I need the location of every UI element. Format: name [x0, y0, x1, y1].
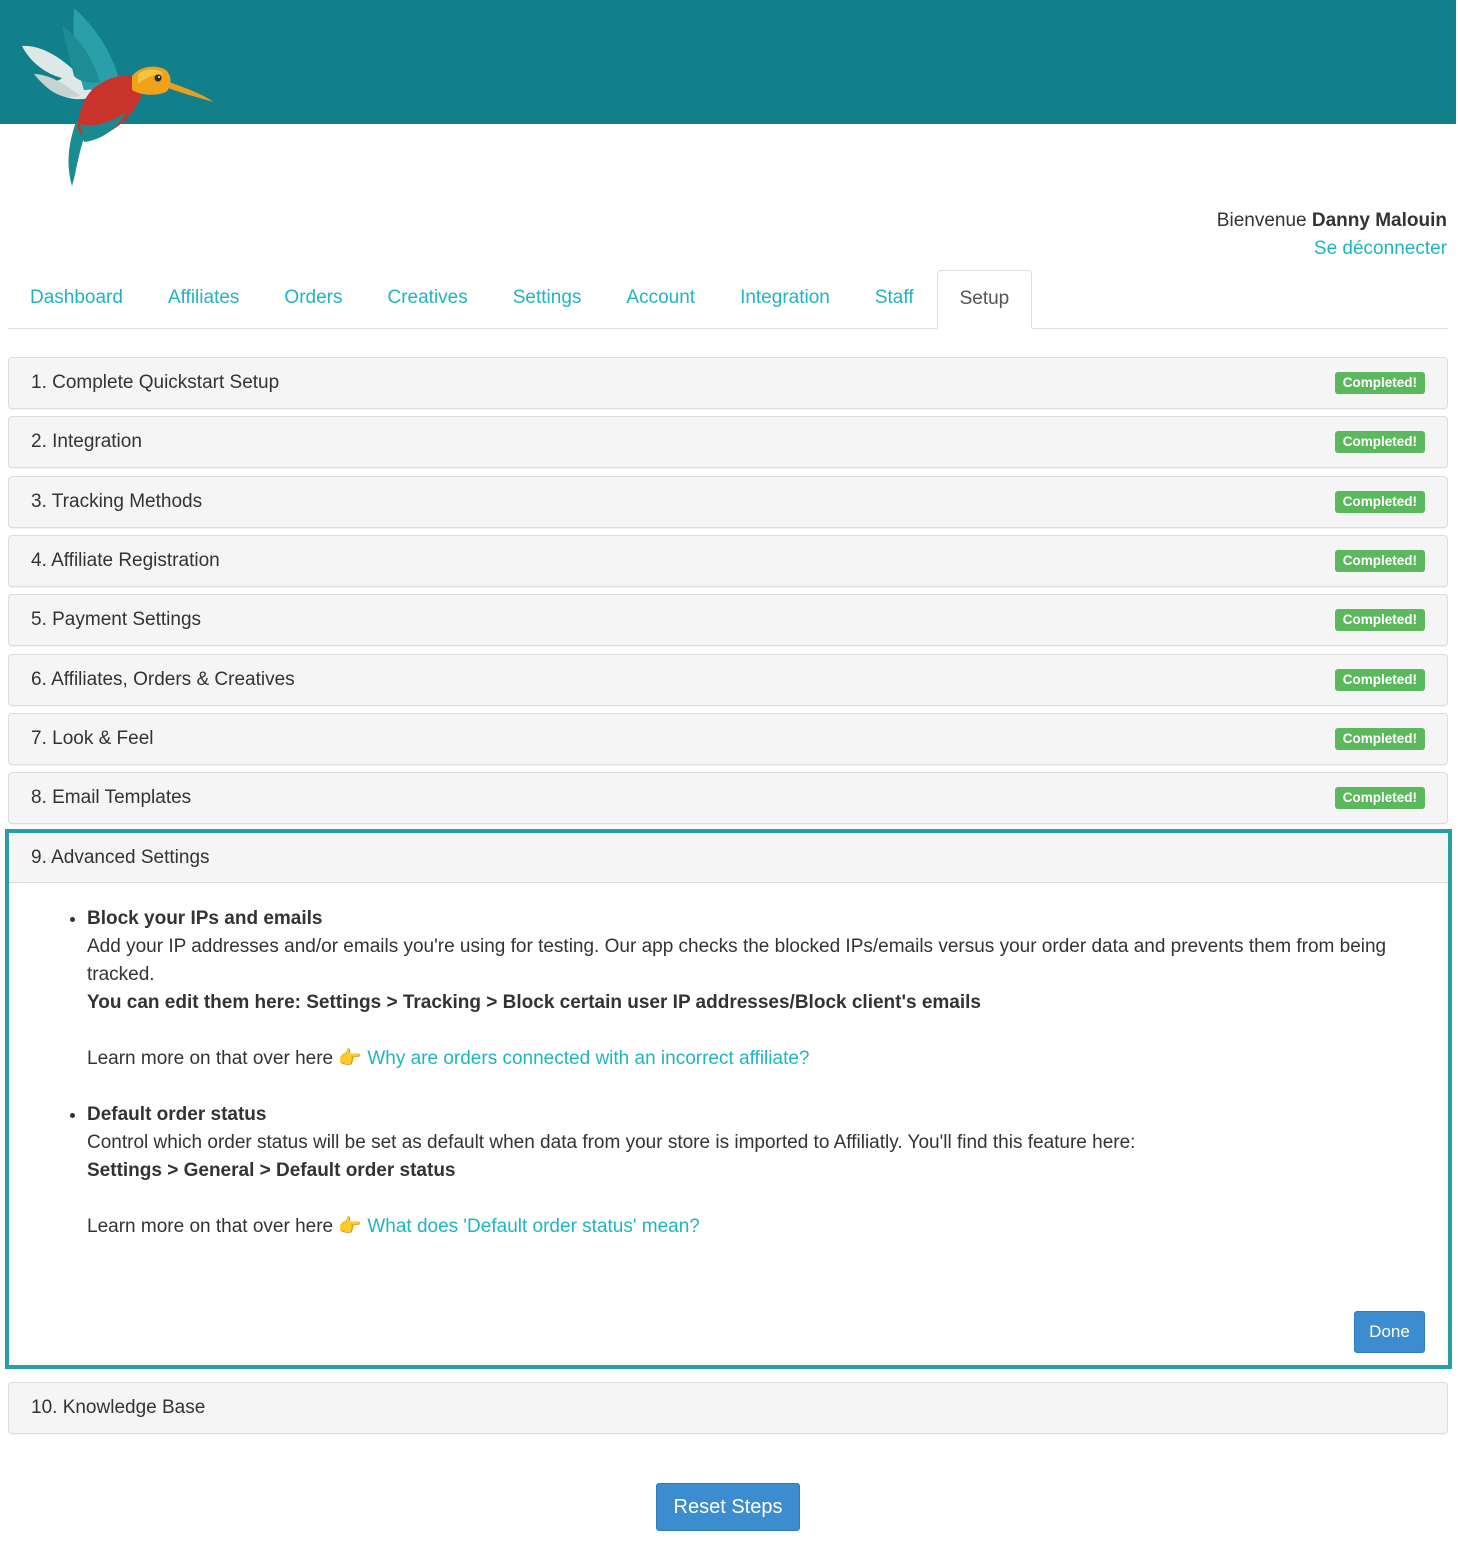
item-heading: Block your IPs and emails: [87, 908, 323, 929]
learn-more-text: Learn more on that over here: [87, 1216, 334, 1237]
advanced-settings-body: [9, 883, 1448, 1241]
step-title: 9. Advanced Settings: [31, 846, 210, 868]
completed-badge: Completed!: [1335, 787, 1425, 809]
tab-integration[interactable]: Integration: [740, 287, 830, 308]
step-title: 1. Complete Quickstart Setup: [31, 372, 280, 393]
completed-badge: Completed!: [1335, 550, 1425, 572]
step-title: 6. Affiliates, Orders & Creatives: [31, 669, 295, 690]
pointing-hand-icon: 👉: [338, 1048, 363, 1069]
tab-orders[interactable]: Orders: [284, 287, 343, 308]
completed-badge: Completed!: [1335, 431, 1425, 453]
step-panel-integration: [8, 416, 1448, 468]
step-panel-payment-settings: [8, 594, 1448, 646]
list-item: [87, 1101, 1426, 1241]
welcome-text: [1217, 207, 1447, 235]
step-header[interactable]: [9, 417, 1447, 467]
step-title: 2. Integration: [31, 431, 142, 452]
logout-link[interactable]: Se déconnecter: [1313, 238, 1447, 259]
welcome-prefix: Bienvenue: [1216, 210, 1307, 231]
step-panel-tracking-methods: [8, 476, 1448, 528]
step-header[interactable]: [9, 477, 1447, 527]
step-title: 7. Look & Feel: [31, 728, 154, 749]
step-panel-affiliate-registration: [8, 535, 1448, 587]
tab-account[interactable]: Account: [626, 287, 696, 308]
help-link-incorrect-affiliate[interactable]: Why are orders connected with an incorrect affiliate?: [367, 1048, 810, 1069]
item-settings-path: Settings > General > Default order status: [87, 1160, 456, 1181]
done-button[interactable]: Done: [1354, 1311, 1425, 1353]
step-title: 8. Email Templates: [31, 787, 192, 808]
completed-badge: Completed!: [1335, 491, 1425, 513]
step-title: 5. Payment Settings: [31, 609, 202, 630]
step-panel-advanced-settings: [5, 829, 1452, 1369]
pointing-hand-icon: 👉: [338, 1216, 363, 1237]
item-settings-path: You can edit them here: Settings > Tracking > Block certain user IP addresses/Block client's emails: [87, 992, 981, 1013]
learn-more-text: Learn more on that over here: [87, 1048, 334, 1069]
step-header[interactable]: [9, 595, 1447, 645]
main-nav-tabs: [8, 270, 1448, 329]
hummingbird-logo: [14, 4, 219, 190]
tab-affiliates[interactable]: Affiliates: [167, 287, 240, 308]
completed-badge: Completed!: [1335, 372, 1425, 394]
list-item: [87, 905, 1426, 1073]
advanced-settings-list: [87, 905, 1426, 1241]
completed-badge: Completed!: [1335, 669, 1425, 691]
item-heading: Default order status: [87, 1104, 267, 1125]
step-panel-look-feel: [8, 713, 1448, 765]
step-panel-affiliates-orders-creatives: [8, 654, 1448, 706]
tab-staff[interactable]: Staff: [874, 287, 914, 308]
help-link-default-order-status[interactable]: What does 'Default order status' mean?: [367, 1216, 700, 1237]
item-description: Control which order status will be set as default when data from your store is imported to Affiliatly. You'll find this feature here:: [87, 1132, 1136, 1153]
completed-badge: Completed!: [1335, 728, 1425, 750]
step-title: 4. Affiliate Registration: [31, 550, 220, 571]
tab-setup[interactable]: Setup: [937, 270, 1033, 329]
step-header[interactable]: [9, 358, 1447, 408]
step-title: 10. Knowledge Base: [31, 1397, 206, 1418]
step-title: 3. Tracking Methods: [31, 491, 203, 512]
tab-creatives[interactable]: Creatives: [387, 287, 468, 308]
tab-settings[interactable]: Settings: [512, 287, 582, 308]
step-panel-email-templates: [8, 772, 1448, 824]
step-header[interactable]: [9, 655, 1447, 705]
step-header[interactable]: [9, 714, 1447, 764]
step-header[interactable]: [9, 536, 1447, 586]
step-header[interactable]: [9, 1383, 1447, 1433]
step-panel-knowledge-base: [8, 1382, 1448, 1434]
tab-dashboard[interactable]: Dashboard: [30, 287, 123, 308]
step-header[interactable]: [9, 833, 1448, 883]
step-panel-quickstart: [8, 357, 1448, 409]
step-header[interactable]: [9, 773, 1447, 823]
item-description: Add your IP addresses and/or emails you're using for testing. Our app checks the blocked IPs/emails versus your order data and prevents them from being tracked.: [87, 936, 1387, 985]
completed-badge: Completed!: [1335, 609, 1425, 631]
user-name: Danny Malouin: [1311, 210, 1447, 231]
reset-steps-button[interactable]: Reset Steps: [656, 1483, 800, 1531]
welcome-block: [1217, 207, 1447, 263]
